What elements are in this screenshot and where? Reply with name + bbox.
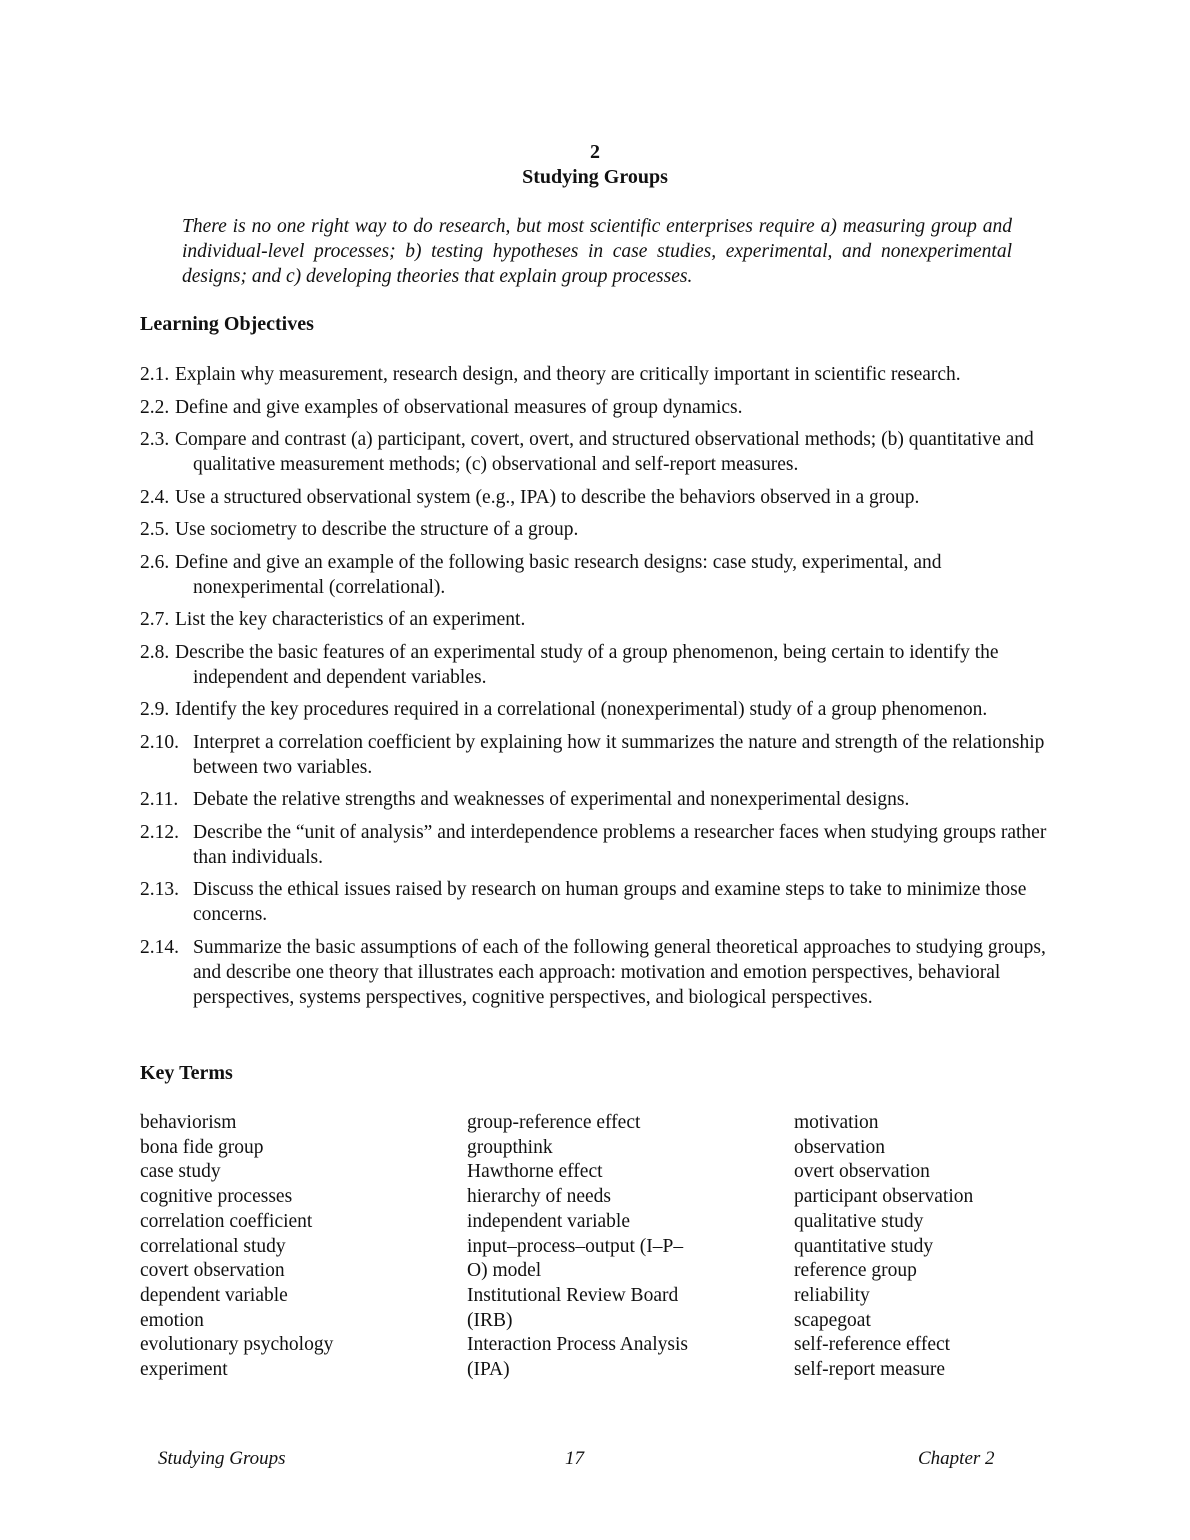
key-term: O) model — [467, 1260, 542, 1282]
key-terms-column-2 — [467, 1111, 688, 1383]
objective-number: 2.7. — [140, 609, 170, 630]
objective-number: 2.14. — [140, 936, 179, 958]
learning-objectives-heading: Learning Objectives — [140, 313, 314, 335]
key-term: correlation coefficient — [140, 1210, 313, 1232]
objective-item — [140, 877, 1055, 927]
key-term: experiment — [140, 1359, 228, 1381]
objective-item — [140, 395, 1055, 420]
key-term: (IRB) — [467, 1309, 513, 1331]
objective-number: 2.9. — [140, 699, 170, 720]
objective-item — [140, 517, 1055, 542]
key-term: emotion — [140, 1309, 204, 1331]
objective-number: 2.12. — [140, 821, 179, 843]
objective-item — [140, 697, 1055, 722]
objective-item — [140, 362, 1055, 387]
objective-text: Describe the “unit of analysis” and interdependence problems a researcher faces when studying groups rather than individuals. — [193, 821, 1047, 868]
objective-number: 2.5. — [140, 519, 170, 540]
key-term: observation — [794, 1136, 885, 1158]
key-term: covert observation — [140, 1260, 285, 1282]
key-term: groupthink — [467, 1136, 553, 1158]
key-terms-column-1 — [140, 1111, 333, 1383]
key-term: cognitive processes — [140, 1186, 293, 1208]
objective-item — [140, 485, 1055, 510]
objective-text: Interpret a correlation coefficient by explaining how it summarizes the nature and strength of the relationship between two variables. — [193, 731, 1045, 778]
objective-text: Describe the basic features of an experimental study of a group phenomenon, being certain to identify the independent and dependent variables. — [175, 641, 999, 688]
footer-page-number: 17 — [565, 1448, 584, 1469]
chapter-epigraph: There is no one right way to do research, but most scientific enterprises require a) measuring group and individual-level processes; b) testing hypotheses in case studies, experimental, and nonexperimental designs; and c) developing theories that explain group processes. — [182, 216, 1012, 287]
objective-item — [140, 820, 1055, 870]
objective-text: Compare and contrast (a) participant, covert, overt, and structured observational methods; (b) quantitative and qualitative measurement methods; (c) observational and self-report measures. — [175, 429, 1034, 475]
objective-item — [140, 935, 1055, 1010]
key-term: group-reference effect — [467, 1112, 641, 1133]
key-term: correlational study — [140, 1235, 286, 1257]
key-term: Institutional Review Board — [467, 1284, 679, 1306]
key-term: reliability — [794, 1284, 870, 1306]
objective-number: 2.3. — [140, 429, 170, 450]
key-term: independent variable — [467, 1210, 630, 1232]
key-term: motivation — [794, 1112, 879, 1133]
key-term: bona fide group — [140, 1136, 264, 1158]
key-term: Hawthorne effect — [467, 1161, 603, 1183]
key-term: quantitative study — [794, 1235, 934, 1257]
objective-number: 2.8. — [140, 641, 170, 663]
chapter-number: 2 — [590, 141, 600, 163]
objective-text: Debate the relative strengths and weaknesses of experimental and nonexperimental designs. — [193, 789, 910, 810]
key-term: evolutionary psychology — [140, 1334, 334, 1356]
objective-text: Define and give an example of the following basic research designs: case study, experimental, and nonexperimental (correlational). — [175, 551, 942, 598]
objective-number: 2.10. — [140, 731, 179, 753]
footer-chapter: Chapter 2 — [918, 1448, 995, 1469]
key-term: scapegoat — [794, 1309, 871, 1331]
objective-item — [140, 730, 1055, 780]
key-terms-heading: Key Terms — [140, 1062, 233, 1084]
objective-text: List the key characteristics of an experiment. — [175, 609, 526, 630]
objective-number: 2.11. — [140, 789, 179, 810]
objective-text: Identify the key procedures required in a correlational (nonexperimental) study of a group phenomenon. — [175, 699, 988, 720]
objective-item — [140, 787, 1055, 812]
objective-item — [140, 640, 1055, 690]
key-term: qualitative study — [794, 1210, 924, 1232]
chapter-title: Studying Groups — [522, 166, 668, 188]
objective-number: 2.2. — [140, 396, 170, 418]
key-term: hierarchy of needs — [467, 1186, 612, 1208]
objective-text: Explain why measurement, research design, and theory are critically important in scientific research. — [175, 364, 961, 385]
objective-item — [140, 550, 1055, 600]
key-term: Interaction Process Analysis — [467, 1334, 688, 1356]
objective-text: Define and give examples of observational measures of group dynamics. — [175, 396, 743, 418]
key-terms-column-3 — [794, 1111, 973, 1383]
key-term: dependent variable — [140, 1284, 288, 1306]
key-term: participant observation — [794, 1186, 974, 1208]
key-term: behaviorism — [140, 1112, 237, 1133]
key-term: case study — [140, 1161, 221, 1183]
objective-text: Use sociometry to describe the structure of a group. — [175, 519, 579, 540]
objective-text: Use a structured observational system (e.g., IPA) to describe the behaviors observed in a group. — [175, 486, 920, 508]
objective-text: Discuss the ethical issues raised by research on human groups and examine steps to take to minimize those concerns. — [193, 879, 1027, 925]
key-term: self-reference effect — [794, 1334, 951, 1356]
objective-item — [140, 427, 1055, 477]
objective-text: Summarize the basic assumptions of each of the following general theoretical approaches to studying groups, and describe one theory that illustrates each approach: motivation and emotion perspectives, behavioral perspectives, systems perspectives, cognitive perspectives, and biological perspectives. — [193, 936, 1046, 1008]
objective-number: 2.4. — [140, 486, 170, 508]
key-term: overt observation — [794, 1161, 930, 1183]
learning-objectives-list — [140, 362, 1055, 1017]
key-term: reference group — [794, 1260, 917, 1282]
objective-item — [140, 607, 1055, 632]
key-term: (IPA) — [467, 1359, 510, 1381]
key-term: input–process–output (I–P– — [467, 1235, 684, 1257]
objective-number: 2.6. — [140, 551, 170, 573]
footer-book-title: Studying Groups — [158, 1448, 286, 1469]
objective-number: 2.1. — [140, 364, 170, 385]
objective-number: 2.13. — [140, 879, 179, 900]
key-term: self-report measure — [794, 1359, 946, 1381]
